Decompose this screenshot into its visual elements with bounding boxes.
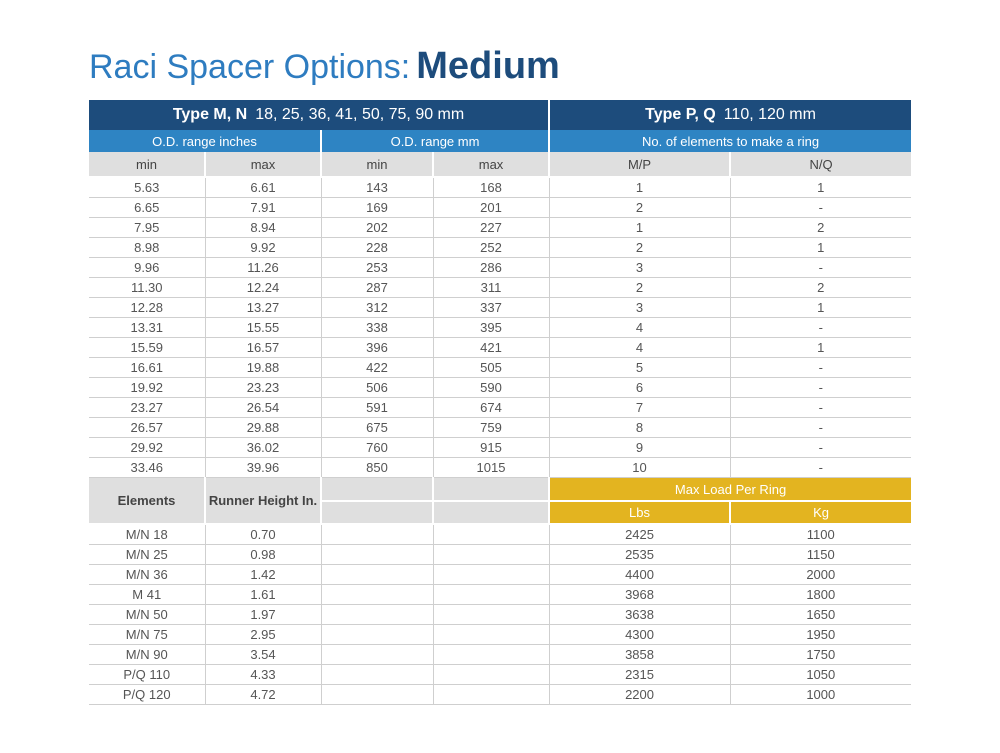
mp-count-cell: 5 [549,358,730,378]
min-mm-cell: 396 [321,338,433,358]
min-inches-cell: 33.46 [89,458,205,478]
kg-cell: 1750 [730,645,911,665]
max-inches-cell: 23.23 [205,378,321,398]
runner-height-cell: 0.70 [205,524,321,545]
max-mm-cell: 915 [433,438,549,458]
min-inches-cell: 29.92 [89,438,205,458]
min-mm-cell: 506 [321,378,433,398]
lbs-cell: 4300 [549,625,730,645]
nq-count-cell: 1 [730,338,911,358]
mp-count-cell: 10 [549,458,730,478]
table-row [89,685,911,705]
table-row [89,438,911,458]
max-mm-cell: 759 [433,418,549,438]
mp-count-cell: 4 [549,338,730,358]
blank-cell [433,565,549,585]
min-inches-cell: 23.27 [89,398,205,418]
blank-cell [321,545,433,565]
max-mm-cell: 421 [433,338,549,358]
min-mm-cell: 202 [321,218,433,238]
min-inches-cell: 12.28 [89,298,205,318]
od-range-mm-header: O.D. range mm [321,130,549,152]
lbs-cell: 3638 [549,605,730,625]
element-name-cell: M/N 90 [89,645,205,665]
nq-count-cell: 2 [730,278,911,298]
blank-header-cell [433,501,549,524]
lbs-cell: 3968 [549,585,730,605]
elements-count-header: No. of elements to make a ring [549,130,911,152]
mp-count-cell: 1 [549,218,730,238]
mp-count-cell: 8 [549,418,730,438]
element-name-cell: M/N 50 [89,605,205,625]
elements-header: Elements [89,478,205,525]
runner-height-header: Runner Height In. [205,478,321,525]
lbs-cell: 2315 [549,665,730,685]
max-inches-cell: 13.27 [205,298,321,318]
table-row [89,298,911,318]
blank-cell [433,605,549,625]
mp-count-cell: 4 [549,318,730,338]
min-inches-cell: 9.96 [89,258,205,278]
max-mm-cell: 286 [433,258,549,278]
min-mm-cell: 169 [321,198,433,218]
max-mm-cell: 252 [433,238,549,258]
mp-count-cell: 3 [549,298,730,318]
lbs-cell: 3858 [549,645,730,665]
table-row [89,545,911,565]
element-name-cell: M 41 [89,585,205,605]
max-mm-cell: 590 [433,378,549,398]
max-inches-cell: 19.88 [205,358,321,378]
max-mm-header: max [433,152,549,177]
table-row [89,198,911,218]
nq-count-cell: - [730,458,911,478]
max-inches-header: max [205,152,321,177]
mp-count-cell: 9 [549,438,730,458]
element-name-cell: P/Q 110 [89,665,205,685]
min-inches-cell: 16.61 [89,358,205,378]
nq-count-cell: 2 [730,218,911,238]
nq-count-cell: - [730,378,911,398]
kg-cell: 1800 [730,585,911,605]
mp-count-cell: 2 [549,278,730,298]
max-mm-cell: 395 [433,318,549,338]
element-name-cell: M/N 25 [89,545,205,565]
title-prefix: Raci Spacer Options: [89,48,411,86]
max-inches-cell: 36.02 [205,438,321,458]
max-inches-cell: 16.57 [205,338,321,358]
element-name-cell: M/N 75 [89,625,205,645]
min-mm-cell: 338 [321,318,433,338]
table-row [89,458,911,478]
max-mm-cell: 311 [433,278,549,298]
mp-count-cell: 2 [549,198,730,218]
blank-cell [321,625,433,645]
min-inches-cell: 6.65 [89,198,205,218]
blank-cell [321,605,433,625]
table-row [89,358,911,378]
kg-cell: 1100 [730,524,911,545]
lbs-cell: 2200 [549,685,730,705]
blank-cell [433,545,549,565]
runner-height-cell: 4.33 [205,665,321,685]
min-mm-cell: 591 [321,398,433,418]
max-mm-cell: 168 [433,177,549,198]
blank-cell [321,645,433,665]
lbs-cell: 4400 [549,565,730,585]
min-inches-cell: 13.31 [89,318,205,338]
min-mm-cell: 422 [321,358,433,378]
max-mm-cell: 201 [433,198,549,218]
blank-cell [321,524,433,545]
kg-cell: 1650 [730,605,911,625]
nq-count-cell: - [730,198,911,218]
nq-count-cell: - [730,318,911,338]
table-row [89,398,911,418]
runner-height-cell: 1.42 [205,565,321,585]
runner-height-cell: 1.97 [205,605,321,625]
runner-height-cell: 2.95 [205,625,321,645]
element-name-cell: M/N 18 [89,524,205,545]
min-inches-cell: 5.63 [89,177,205,198]
table-row [89,605,911,625]
mp-count-cell: 1 [549,177,730,198]
max-inches-cell: 29.88 [205,418,321,438]
table-row [89,378,911,398]
max-inches-cell: 12.24 [205,278,321,298]
blank-cell [321,585,433,605]
table-row [89,585,911,605]
type-mn-sizes: 18, 25, 36, 41, 50, 75, 90 mm [255,106,465,123]
type-pq-header [549,100,911,130]
table-row [89,318,911,338]
table-row [89,238,911,258]
table-row [89,278,911,298]
blank-header-cell [321,478,433,502]
od-range-inches-header: O.D. range inches [89,130,321,152]
minmax-header-row [89,152,911,177]
nq-count-cell: 1 [730,298,911,318]
table-row [89,258,911,278]
max-mm-cell: 227 [433,218,549,238]
nq-count-cell: - [730,418,911,438]
spacer-options-table [89,100,911,705]
nq-count-cell: 1 [730,238,911,258]
runner-height-cell: 1.61 [205,585,321,605]
kg-cell: 1050 [730,665,911,685]
kg-header: Kg [730,501,911,524]
max-inches-cell: 8.94 [205,218,321,238]
type-mn-header [89,100,549,130]
max-mm-cell: 505 [433,358,549,378]
max-inches-cell: 9.92 [205,238,321,258]
max-inches-cell: 7.91 [205,198,321,218]
max-inches-cell: 15.55 [205,318,321,338]
mp-header: M/P [549,152,730,177]
nq-count-cell: - [730,398,911,418]
nq-count-cell: - [730,358,911,378]
table-row [89,524,911,545]
type-pq-sizes: 110, 120 mm [723,106,816,123]
load-header-row [89,478,911,502]
blank-header-cell [321,501,433,524]
min-inches-cell: 7.95 [89,218,205,238]
nq-count-cell: - [730,438,911,458]
max-inches-cell: 39.96 [205,458,321,478]
min-mm-cell: 143 [321,177,433,198]
kg-cell: 1950 [730,625,911,645]
min-mm-cell: 287 [321,278,433,298]
type-pq-label: Type P, Q [645,106,716,123]
type-mn-label: Type M, N [172,106,248,123]
min-inches-cell: 15.59 [89,338,205,358]
min-mm-cell: 228 [321,238,433,258]
lbs-header: Lbs [549,501,730,524]
range-header-row [89,130,911,152]
max-inches-cell: 26.54 [205,398,321,418]
min-inches-cell: 19.92 [89,378,205,398]
blank-cell [321,665,433,685]
min-mm-cell: 312 [321,298,433,318]
max-mm-cell: 674 [433,398,549,418]
blank-header-cell [433,478,549,502]
blank-cell [433,524,549,545]
element-rows [89,524,911,705]
runner-height-cell: 0.98 [205,545,321,565]
kg-cell: 1150 [730,545,911,565]
min-mm-header: min [321,152,433,177]
element-name-cell: P/Q 120 [89,685,205,705]
min-inches-header: min [89,152,205,177]
range-rows [89,177,911,478]
min-mm-cell: 760 [321,438,433,458]
title-emphasis: Medium [416,45,560,87]
table-row [89,625,911,645]
max-load-header: Max Load Per Ring [549,478,911,502]
lbs-cell: 2425 [549,524,730,545]
min-mm-cell: 850 [321,458,433,478]
min-inches-cell: 11.30 [89,278,205,298]
max-mm-cell: 1015 [433,458,549,478]
nq-count-cell: - [730,258,911,278]
nq-header: N/Q [730,152,911,177]
blank-cell [321,685,433,705]
mp-count-cell: 7 [549,398,730,418]
min-mm-cell: 675 [321,418,433,438]
max-inches-cell: 6.61 [205,177,321,198]
min-mm-cell: 253 [321,258,433,278]
element-name-cell: M/N 36 [89,565,205,585]
mp-count-cell: 2 [549,238,730,258]
table-row [89,645,911,665]
runner-height-cell: 3.54 [205,645,321,665]
blank-cell [433,685,549,705]
table-row [89,338,911,358]
table-row [89,218,911,238]
max-mm-cell: 337 [433,298,549,318]
kg-cell: 1000 [730,685,911,705]
page-title [89,38,560,94]
type-header-row [89,100,911,130]
load-header [89,478,911,525]
runner-height-cell: 4.72 [205,685,321,705]
mp-count-cell: 3 [549,258,730,278]
nq-count-cell: 1 [730,177,911,198]
kg-cell: 2000 [730,565,911,585]
lbs-cell: 2535 [549,545,730,565]
table-row [89,665,911,685]
table-row [89,418,911,438]
min-inches-cell: 26.57 [89,418,205,438]
min-inches-cell: 8.98 [89,238,205,258]
blank-cell [433,645,549,665]
table-row [89,565,911,585]
table-row [89,177,911,198]
blank-cell [433,625,549,645]
blank-cell [433,665,549,685]
blank-cell [433,585,549,605]
mp-count-cell: 6 [549,378,730,398]
blank-cell [321,565,433,585]
max-inches-cell: 11.26 [205,258,321,278]
